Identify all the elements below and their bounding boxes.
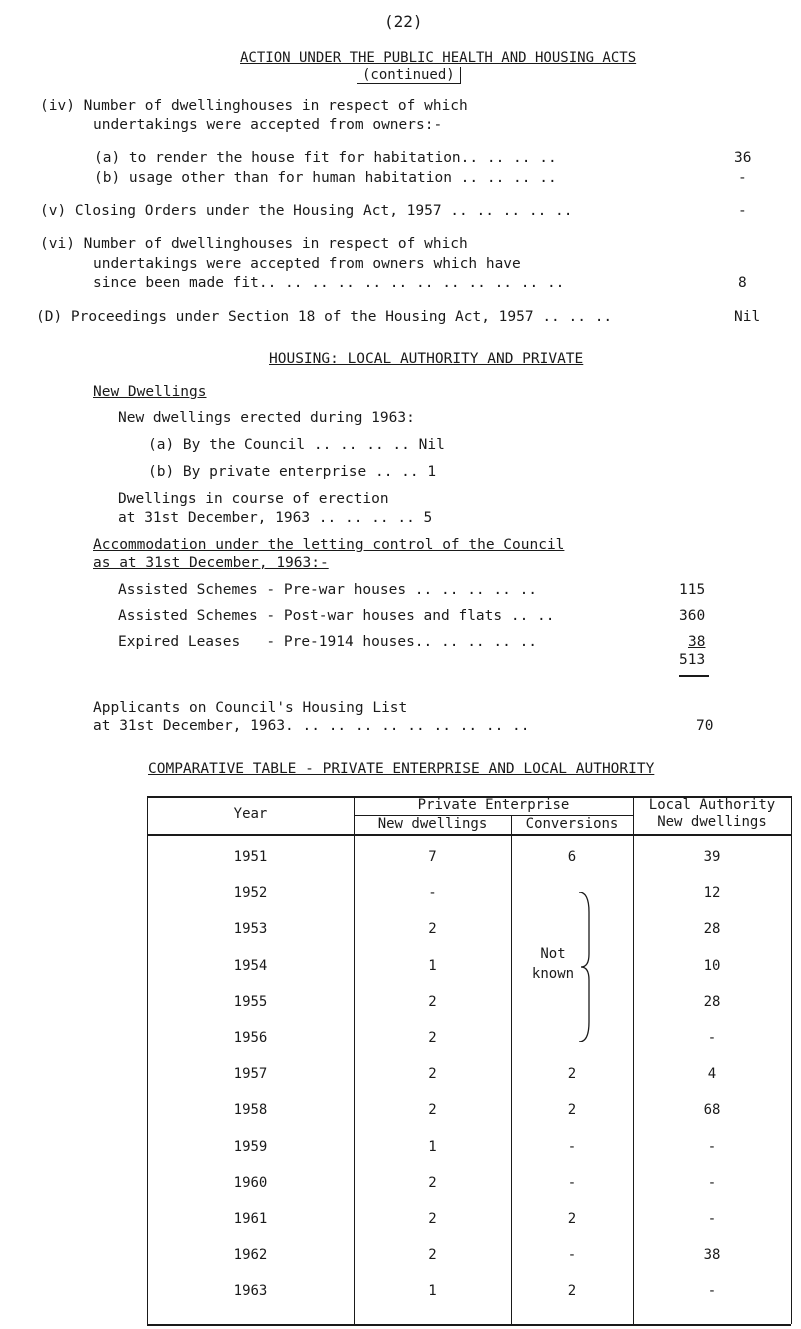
cell-la-new-dwellings: -	[707, 1138, 717, 1155]
table-row	[147, 1283, 791, 1303]
item-iv-b-value: -	[738, 170, 747, 186]
table-row	[147, 1247, 791, 1267]
cell-year: 1961	[233, 1211, 268, 1227]
header-new-dwellings: New dwellings	[377, 816, 488, 832]
cell-new-dwellings: 2	[428, 1211, 437, 1227]
cell-year: 1960	[233, 1174, 268, 1191]
table-row	[147, 1175, 791, 1195]
cell-new-dwellings: 2	[428, 1030, 437, 1046]
cell-year: 1958	[233, 1102, 268, 1119]
by-private: (b) By private enterprise .. .. 1	[148, 464, 437, 480]
cell-year: 1959	[233, 1138, 268, 1155]
item-vi-cont-1: undertakings were accepted from owners which have	[93, 256, 521, 272]
cell-new-dwellings: 1	[428, 957, 437, 974]
table-border-right	[791, 796, 792, 1324]
cell-la-new-dwellings: 38	[703, 1247, 721, 1264]
header-la-1: Local Authority	[648, 797, 776, 813]
cell-new-dwellings: 2	[428, 921, 437, 938]
page-number: (22)	[384, 12, 423, 31]
bracket-known: known	[531, 966, 575, 982]
item-iv-label: (iv) Number of dwellinghouses in respect of which	[40, 98, 468, 114]
table-row	[147, 849, 791, 869]
cell-conversions: -	[567, 1138, 577, 1155]
cell-new-dwellings: 2	[428, 993, 437, 1010]
cell-conversions: 2	[567, 1283, 577, 1300]
table-row	[147, 921, 791, 941]
table-border-left	[147, 796, 148, 1324]
cell-conversions: 6	[567, 849, 577, 865]
prewar-houses: Assisted Schemes - Pre-war houses .. .. .. .. ..	[118, 582, 538, 598]
cell-conversions: 2	[567, 1211, 577, 1227]
in-course-2: at 31st December, 1963 .. .. .. .. 5	[118, 510, 433, 526]
cell-la-new-dwellings: 28	[703, 921, 721, 938]
in-course-1: Dwellings in course of erection	[118, 491, 389, 507]
accommodation-heading-1: Accommodation under the letting control of the Council	[93, 537, 565, 553]
item-v-value: -	[738, 203, 747, 219]
header-la-2: New dwellings	[657, 814, 767, 830]
total-rule	[679, 675, 709, 677]
header-year: Year	[233, 806, 268, 822]
erected-label: New dwellings erected during 1963:	[118, 410, 415, 426]
cell-year: 1954	[233, 957, 268, 974]
postwar-houses: Assisted Schemes - Post-war houses and flats .. ..	[118, 608, 555, 624]
cell-la-new-dwellings: 68	[703, 1102, 721, 1119]
table-row	[147, 1102, 791, 1122]
table-divider-la	[633, 796, 634, 1324]
cell-new-dwellings: 2	[428, 1247, 437, 1264]
prewar-value: 115	[679, 582, 706, 598]
cell-year: 1955	[233, 993, 268, 1010]
item-iv-a: (a) to render the house fit for habitation.. .. .. ..	[94, 150, 557, 166]
cell-new-dwellings: 1	[428, 1283, 437, 1300]
item-iv-b: (b) usage other than for human habitation .. .. .. ..	[94, 170, 557, 186]
comparative-table	[147, 796, 793, 1326]
item-v: (v) Closing Orders under the Housing Act, 1957 .. .. .. .. ..	[40, 203, 573, 219]
cell-la-new-dwellings: 4	[707, 1066, 717, 1083]
table-row	[147, 885, 791, 905]
table-row	[147, 958, 791, 978]
cell-conversions: 2	[567, 1066, 577, 1083]
expired-value: 38	[688, 634, 706, 650]
applicants-1: Applicants on Council's Housing List	[93, 700, 408, 716]
item-iv-cont: undertakings were accepted from owners:-	[93, 117, 443, 133]
accommodation-heading-2: as at 31st December, 1963:-	[93, 555, 329, 571]
header-private: Private Enterprise	[417, 797, 570, 813]
cell-year: 1951	[233, 849, 268, 865]
applicants-value: 70	[696, 718, 714, 734]
table-row	[147, 1211, 791, 1231]
cell-new-dwellings: 1	[428, 1138, 437, 1155]
cell-la-new-dwellings: -	[707, 1211, 717, 1227]
item-vi-label: (vi) Number of dwellinghouses in respect of which	[40, 236, 468, 252]
item-vi-value: 8	[738, 275, 747, 291]
cell-la-new-dwellings: -	[707, 1030, 717, 1046]
cell-la-new-dwellings: -	[707, 1174, 717, 1191]
cell-new-dwellings: 2	[428, 1102, 437, 1119]
cell-year: 1962	[233, 1247, 268, 1264]
cell-la-new-dwellings: 39	[703, 849, 721, 865]
table-divider-year	[354, 796, 355, 1324]
section-title: ACTION UNDER THE PUBLIC HEALTH AND HOUSING ACTS	[240, 50, 637, 66]
cell-conversions: 2	[567, 1102, 577, 1119]
cell-year: 1953	[233, 921, 268, 938]
by-council: (a) By the Council .. .. .. .. Nil	[148, 437, 445, 453]
postwar-value: 360	[679, 608, 706, 624]
table-row	[147, 994, 791, 1014]
table-header-rule	[147, 834, 791, 836]
item-D-value: Nil	[734, 309, 761, 325]
comparative-heading: COMPARATIVE TABLE - PRIVATE ENTERPRISE AND LOCAL AUTHORITY	[148, 761, 655, 777]
item-D: (D) Proceedings under Section 18 of the Housing Act, 1957 .. .. ..	[36, 309, 613, 325]
bracket-not: Not	[540, 946, 566, 962]
cell-year: 1963	[233, 1283, 268, 1300]
cell-new-dwellings: 2	[428, 1066, 437, 1083]
applicants-2: at 31st December, 1963. .. .. .. .. .. .. .. .. ..	[93, 718, 530, 734]
cell-year: 1957	[233, 1066, 268, 1083]
item-iv-a-value: 36	[734, 150, 752, 166]
table-row	[147, 1030, 791, 1050]
cell-la-new-dwellings: 28	[703, 993, 721, 1010]
cell-la-new-dwellings: 10	[703, 957, 721, 974]
table-row	[147, 1066, 791, 1086]
table-row	[147, 1139, 791, 1159]
cell-new-dwellings: -	[428, 885, 437, 902]
section-subtitle: (continued)	[357, 67, 461, 84]
cell-conversions: -	[567, 1247, 577, 1264]
cell-year: 1952	[233, 885, 268, 902]
not-known-bracket	[577, 892, 591, 1042]
header-conversions: Conversions	[525, 816, 619, 832]
cell-la-new-dwellings: -	[707, 1283, 717, 1300]
cell-new-dwellings: 7	[428, 849, 437, 865]
cell-la-new-dwellings: 12	[703, 885, 721, 902]
new-dwellings-heading: New Dwellings	[93, 384, 207, 400]
total-value: 513	[679, 652, 706, 668]
expired-leases: Expired Leases - Pre-1914 houses.. .. .. .. ..	[118, 634, 538, 650]
cell-year: 1956	[233, 1030, 268, 1046]
cell-conversions: -	[567, 1174, 577, 1191]
item-vi-cont-2: since been made fit.. .. .. .. .. .. .. .. .. .. .. ..	[93, 275, 565, 291]
cell-new-dwellings: 2	[428, 1174, 437, 1191]
housing-heading: HOUSING: LOCAL AUTHORITY AND PRIVATE	[269, 351, 584, 367]
